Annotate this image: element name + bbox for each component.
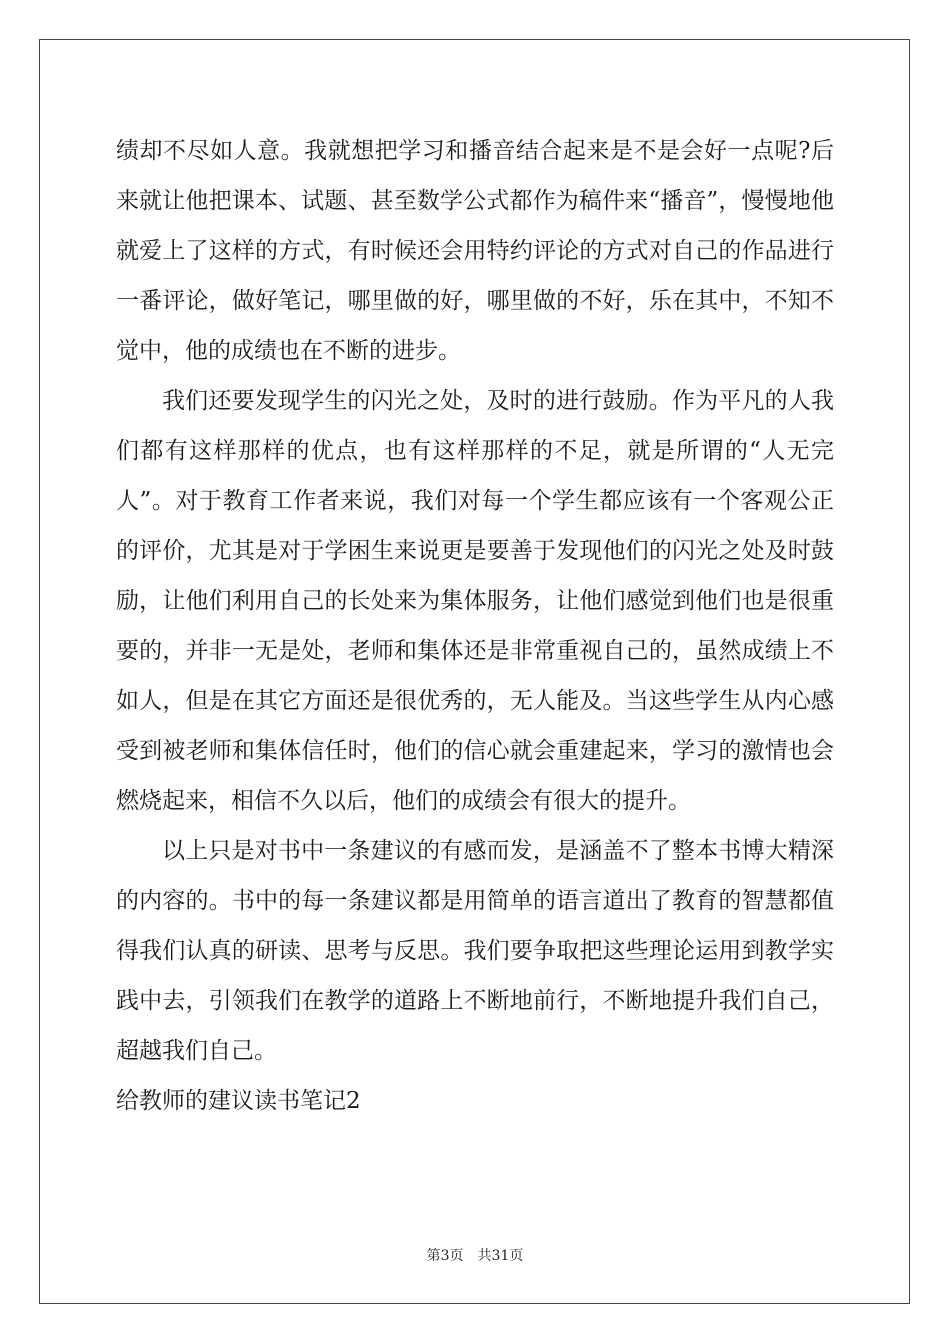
- paragraph-2: 我们还要发现学生的闪光之处，及时的进行鼓励。作为平凡的人我们都有这样那样的优点，也有这样那样的不足，就是所谓的“人无完人”。对于教育工作者来说，我们对每一个学生都应该有一个客观公正的评价，尤其是对于学困生来说更是要善于发现他们的闪光之处及时鼓励，让他们利用自己的长处来为集体服务，让他们感觉到他们也是很重要的，并非一无是处，老师和集体还是非常重视自己的，虽然成绩上不如人，但是在其它方面还是很优秀的，无人能及。当这些学生从内心感受到被老师和集体信任时，他们的信心就会重建起来，学习的激情也会燃烧起来，相信不久以后，他们的成绩会有很大的提升。: [116, 388, 834, 814]
- page-total: 共31页: [477, 1248, 524, 1264]
- paragraph-3: 以上只是对书中一条建议的有感而发，是涵盖不了整本书博大精深的内容的。书中的每一条建议都是用简单的语言道出了教育的智慧都值得我们认真的研读、思考与反思。我们要争取把这些理论运用到教学实践中去，引领我们在教学的道路上不断地前行，不断地提升我们自己，超越我们自己。: [116, 838, 834, 1064]
- page-footer: [0, 1245, 950, 1265]
- page-number: 第3页: [426, 1248, 464, 1264]
- paragraph-1: 绩却不尽如人意。我就想把学习和播音结合起来是不是会好一点呢?后来就让他把课本、试题、甚至数学公式都作为稿件来“播音”，慢慢地他就爱上了这样的方式，有时候还会用特约评论的方式对自己的作品进行一番评论，做好笔记，哪里做的好，哪里做的不好，乐在其中，不知不觉中，他的成绩也在不断的进步。: [116, 138, 834, 364]
- document-body: [116, 126, 834, 1126]
- section-title: 给教师的建议读书笔记2: [116, 1088, 361, 1114]
